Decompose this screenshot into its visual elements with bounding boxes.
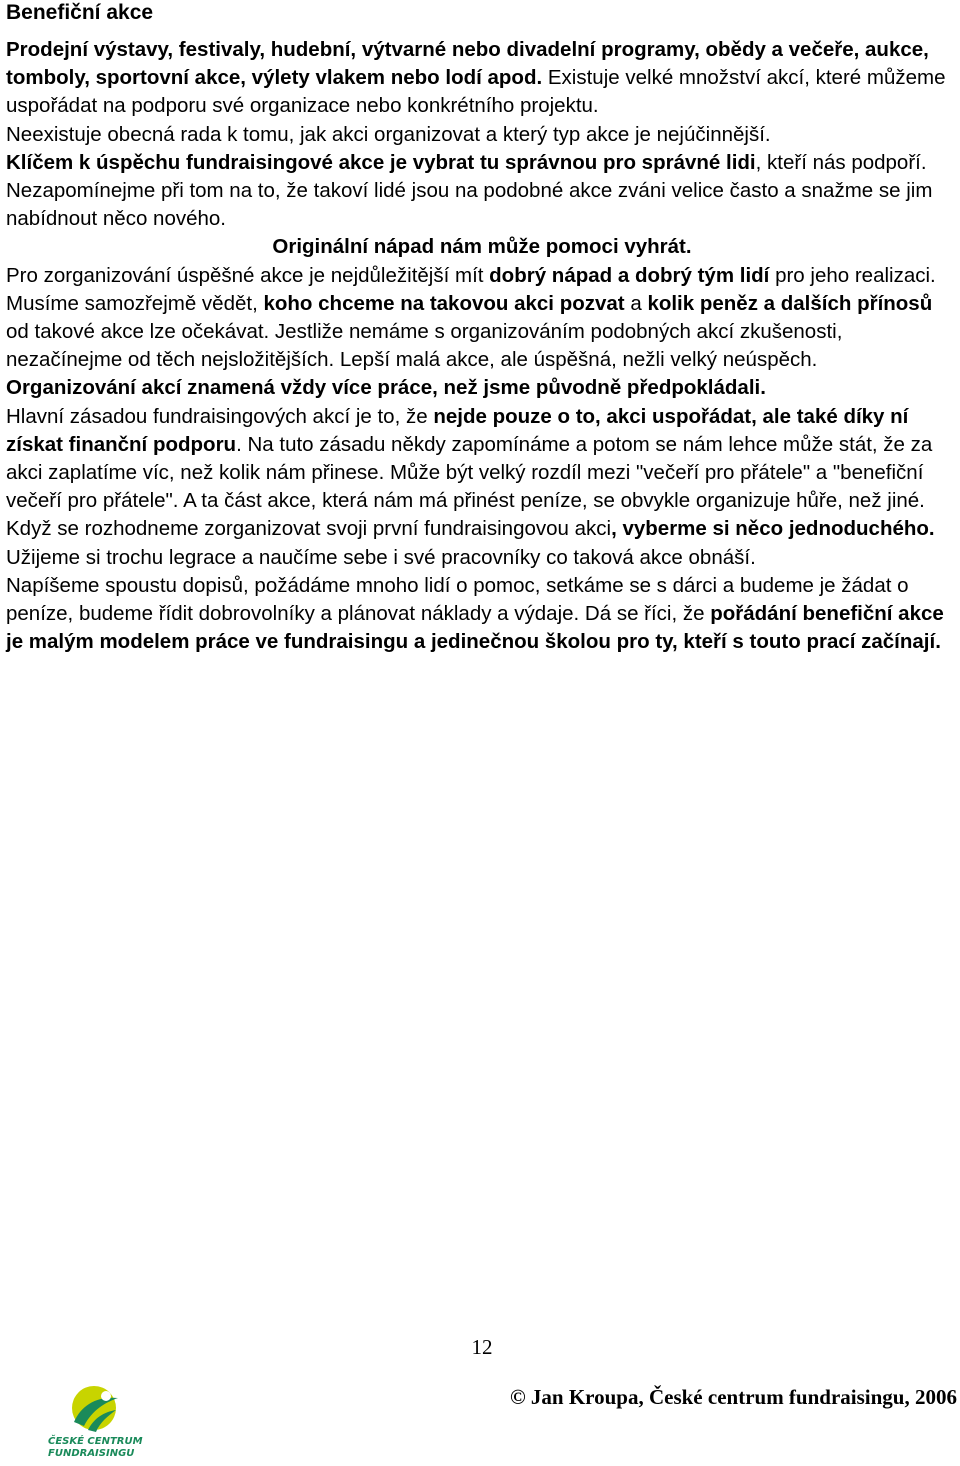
copyright-notice: © Jan Kroupa, České centrum fundraisingu, 2006 xyxy=(509,1385,957,1409)
paragraph-key-to-success xyxy=(6,149,958,234)
bold-text: Prodejní výstavy, festivaly, hudební, výtvarné nebo divadelní programy, obědy a večeře, aukce, tomboly, sportovní akce, výlety vlakem nebo lodí apod. xyxy=(6,38,929,90)
paragraph-more-work: Organizování akcí znamená vždy více práce, než jsme původně předpokládali. xyxy=(6,376,766,400)
paragraph-good-idea-team: Pro zorganizování úspěšné akce je nejdůležitější mít dobrý nápad a dobrý tým lidí pro jeho realizaci. Musíme samozřejmě vědět, koho chceme na takovou akci pozvat a kolik peněz a dalších přínosů od takové akce lze očekávat. Jestliže nemáme s organizováním podobných akcí zkušenosti, nezačínejme od těch nejsložitějších. Lepší malá akce, ale úspěšná, nežli velký neúspěch. xyxy=(6,263,936,372)
page-number: 12 xyxy=(471,1335,493,1359)
logo-line-1: ČESKÉ CENTRUM xyxy=(48,1436,143,1447)
logo-emblem-icon xyxy=(48,1382,144,1438)
paragraph-model-of-fundraising: Napíšeme spoustu dopisů, požádáme mnoho lidí o pomoc, setkáme se s dárci a budeme je žádat o peníze, budeme řídit dobrovolníky a plánovat náklady a výdaje. Dá se říci, že pořádání benefiční akce je malým modelem práce ve fundraisingu a jedinečnou školou pro ty, kteří s touto prací začínají. xyxy=(6,573,944,654)
document-title: Benefiční akce xyxy=(6,1,154,24)
logo-line-2: FUNDRAISINGU xyxy=(48,1448,135,1459)
organization-logo xyxy=(48,1382,144,1462)
paragraph-first-event: Když se rozhodneme zorganizovat svoji první fundraisingovou akci, vyberme si něco jednoduchého. Užijeme si trochu legrace a naučíme sebe i své pracovníky co taková akce obnáší. xyxy=(6,517,935,569)
paragraph-no-general-advice: Neexistuje obecná rada k tomu, jak akci organizovat a který typ akce je nejúčinnější. xyxy=(6,122,771,146)
paragraph-event-types xyxy=(6,36,958,121)
text: Existuje velké množství akcí, které můžeme uspořádat na podporu své organizace nebo konkrétního projektu. xyxy=(6,66,946,118)
highlight-original-idea: Originální nápad nám může pomoci vyhrát. xyxy=(272,235,692,259)
bold-text: Klíčem k úspěchu fundraisingové akce je vybrat tu správnou pro správné lidi xyxy=(6,150,756,174)
text: , kteří nás podpoří. Nezapomínejme při tom na to, že takoví lidé jsou na podobné akce zváni velice často a snažme se jim nabídnout něco nového. xyxy=(6,150,933,231)
document-body xyxy=(6,0,958,656)
paragraph-main-principle: Hlavní zásadou fundraisingových akcí je to, že nejde pouze o to, akci uspořádat, ale také díky ní získat finanční podporu. Na tuto zásadu někdy zapomínáme a potom se nám lehce může stát, že za akci zaplatíme víc, než kolik nám přinese. Může být velký rozdíl mezi "večeří pro přátele" a "benefiční večeří pro přátele". A ta část akce, která nám má přinést peníze, se obvykle organizuje hůře, než jiné. xyxy=(6,404,933,513)
